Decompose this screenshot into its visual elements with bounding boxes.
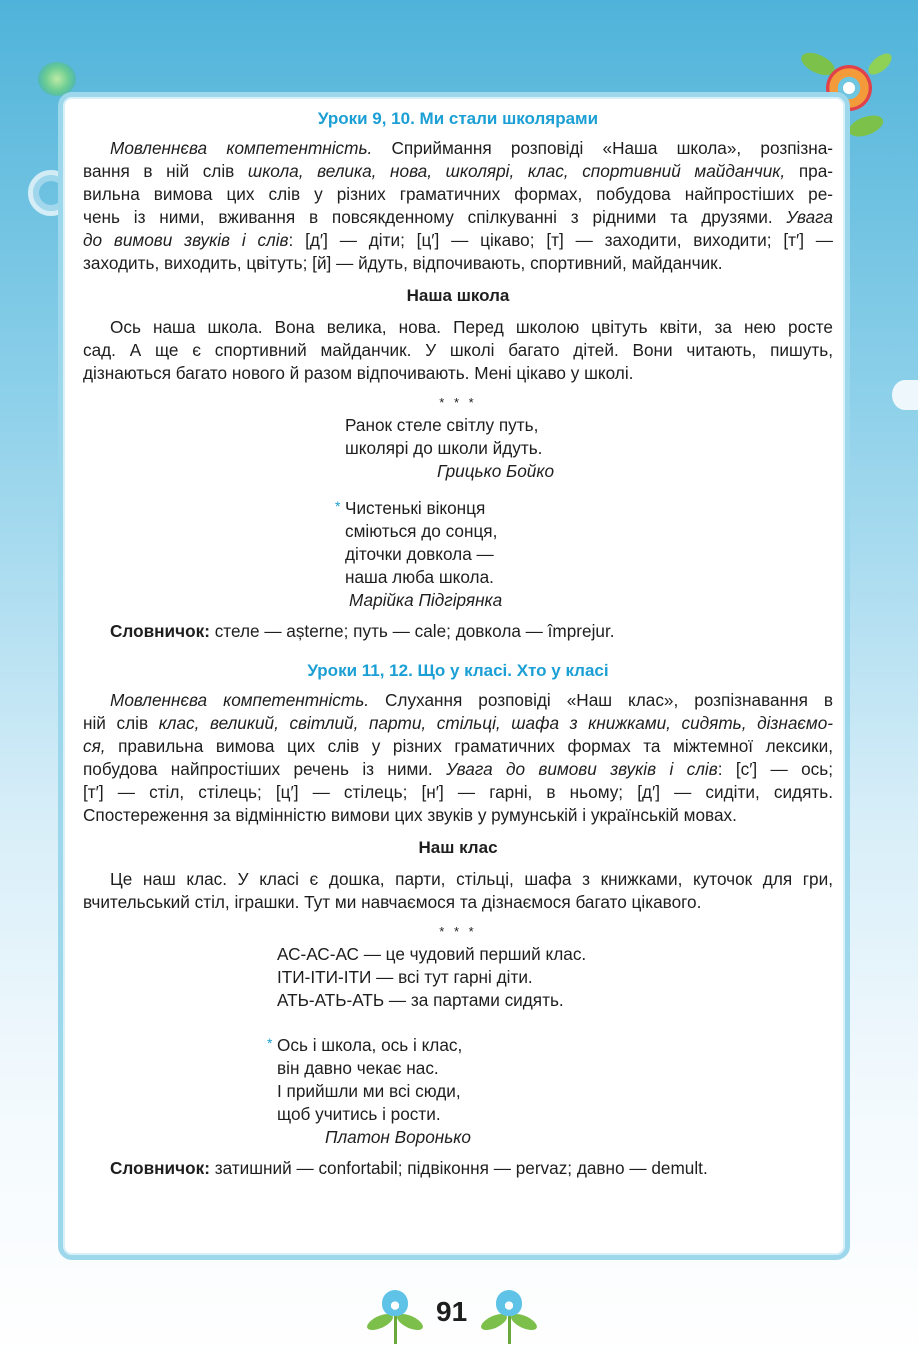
intro-line <box>83 735 833 758</box>
intro-line <box>83 160 833 183</box>
poem-line: АТЬ-АТЬ-АТЬ — за партами сидять. <box>277 990 564 1010</box>
poem-line: Ранок стеле світлу путь, <box>345 415 539 435</box>
flower-ornament-left-icon <box>366 1286 424 1348</box>
text-segment: правильна вимова цих слів у різних граматичних формах та міжтемної лексики, <box>105 736 833 756</box>
poem-line: щоб учитись і рости. <box>277 1104 441 1124</box>
poem-author: Марійка Підгірянка <box>349 590 503 610</box>
lesson-intro-1 <box>83 137 833 275</box>
lesson-heading-2: Уроки 11, 12. Що у класі. Хто у класі <box>307 661 609 680</box>
text-segment: чень із ними, вживання в повсякденному спілкуванні з рідними та друзями. <box>83 207 787 227</box>
glossary-text: затишний — confortabil; підвіконня — pervaz; давно — demult. <box>209 1158 708 1178</box>
poem-author: Платон Воронько <box>325 1127 471 1147</box>
text-segment: : [д′] — діти; [ц′] — цікаво; [т] — заходити, виходити; [т′] — <box>288 230 833 250</box>
text-segment: заходить, виходить, цвітуть; [й] — йдуть, відпочивають, спортивний, майданчик. <box>83 253 723 273</box>
poem-line: він давно чекає нас. <box>277 1058 439 1078</box>
stars-separator: * * * <box>439 924 477 939</box>
lesson-heading-1: Уроки 9, 10. Ми стали школярами <box>317 109 599 128</box>
italic-segment: Мовленнєва компетентність. <box>110 690 370 710</box>
text-segment: Спостереження за відмінністю вимови цих звуків у румунській і українській мовах. <box>83 805 737 825</box>
italic-segment: Мовленнєва компетентність. <box>110 138 373 158</box>
page-number: 91 <box>436 1296 468 1327</box>
text-line: сад. А ще є спортивний майданчик. У школі багато дітей. Вони читають, пишуть, <box>83 340 833 360</box>
intro-line <box>83 229 833 252</box>
poem-4 <box>267 1034 833 1149</box>
italic-segment: до вимови звуків і слів <box>83 230 289 250</box>
text-segment: пра- <box>785 161 833 181</box>
glossary-2 <box>83 1157 833 1180</box>
flower-ornament-right-icon <box>480 1286 538 1348</box>
text-line: Ось наша школа. Вона велика, нова. Перед школою цвітуть квіти, за нею росте <box>110 317 833 337</box>
poem-line: школярі до школи йдуть. <box>345 438 543 458</box>
intro-line <box>83 781 833 804</box>
intro-line <box>83 758 833 781</box>
poem-1 <box>345 414 833 483</box>
text-line: вчительський стіл, іграшки. Тут ми навчаємося та дізнаємося багато цікавого. <box>83 892 702 912</box>
text-segment: ній слів <box>83 713 159 733</box>
poem-line: І прийшли ми всі сюди, <box>277 1081 461 1101</box>
text-title-2: Наш клас <box>418 838 498 857</box>
poem-line: діточки довкола — <box>345 544 494 564</box>
poem-line: АС-АС-АС — це чудовий перший клас. <box>277 944 587 964</box>
decorative-circle <box>892 380 918 410</box>
content-card <box>58 92 850 1260</box>
text-line: дізнаються багато нового й разом відпочивають. Мені цікаво у школі. <box>83 363 634 383</box>
italic-segment: Увага <box>786 207 833 227</box>
text-segment: Слухання розповіді «Наш клас», розпізнавання в <box>369 690 833 710</box>
text-segment: вання в ній слів <box>83 161 248 181</box>
intro-line <box>83 206 833 229</box>
asterisk-mark: * <box>335 498 341 514</box>
poem-2 <box>335 497 833 612</box>
text-segment: Сприймання розповіді «Наша школа», розпізна- <box>372 138 833 158</box>
text-title-1: Наша школа <box>406 286 510 305</box>
text-segment: : [с′] — ось; <box>717 759 833 779</box>
intro-line <box>83 137 833 160</box>
page-content <box>83 107 833 1180</box>
text-line: Це наш клас. У класі є дошка, парти, стільці, шафа з книжками, куточок для гри, <box>110 869 833 889</box>
stars-separator: * * * <box>439 395 477 410</box>
italic-segment: Увага до вимови звуків і слів <box>446 759 718 779</box>
poem-line: сміються до сонця, <box>345 521 498 541</box>
asterisk-mark: * <box>267 1035 273 1051</box>
glossary-1 <box>83 620 833 643</box>
intro-line <box>83 183 833 206</box>
text-segment: [т′] — стіл, стілець; [ц′] — стілець; [н′] — гарні, в ньому; [д′] — сидіти, сидять. <box>83 782 833 802</box>
lesson-intro-2 <box>83 689 833 827</box>
italic-segment: клас, великий, світлий, парти, стільці, шафа з книжками, сидять, дізнаємо- <box>158 713 833 733</box>
poem-author: Грицько Бойко <box>437 461 555 481</box>
intro-line <box>83 689 833 712</box>
poem-line: наша люба школа. <box>345 567 494 587</box>
reading-text-1 <box>83 316 833 385</box>
page-footer <box>360 1282 560 1352</box>
intro-line <box>83 252 833 275</box>
italic-segment: школа, велика, нова, школярі, клас, спортивний майданчик, <box>247 161 786 181</box>
text-segment: вильна вимова цих слів у різних граматичних формах, побудова найпростіших ре- <box>83 184 833 204</box>
poem-line: Ось і школа, ось і клас, <box>277 1035 463 1055</box>
intro-line <box>83 712 833 735</box>
glossary-label: Словничок: <box>110 1158 210 1178</box>
poem-line: Чистенькі віконця <box>345 498 486 518</box>
glossary-text: стеле — așterne; путь — cale; довкола — împrejur. <box>209 621 615 641</box>
text-segment: побудова найпростіших речень із ними. <box>83 759 447 779</box>
reading-text-2 <box>83 868 833 914</box>
intro-line <box>83 804 833 827</box>
poem-3 <box>277 943 833 1012</box>
poem-line: ІТИ-ІТИ-ІТИ — всі тут гарні діти. <box>277 967 533 987</box>
glossary-label: Словничок: <box>110 621 210 641</box>
italic-segment: ся, <box>83 736 106 756</box>
decorative-flower-left <box>38 62 76 96</box>
